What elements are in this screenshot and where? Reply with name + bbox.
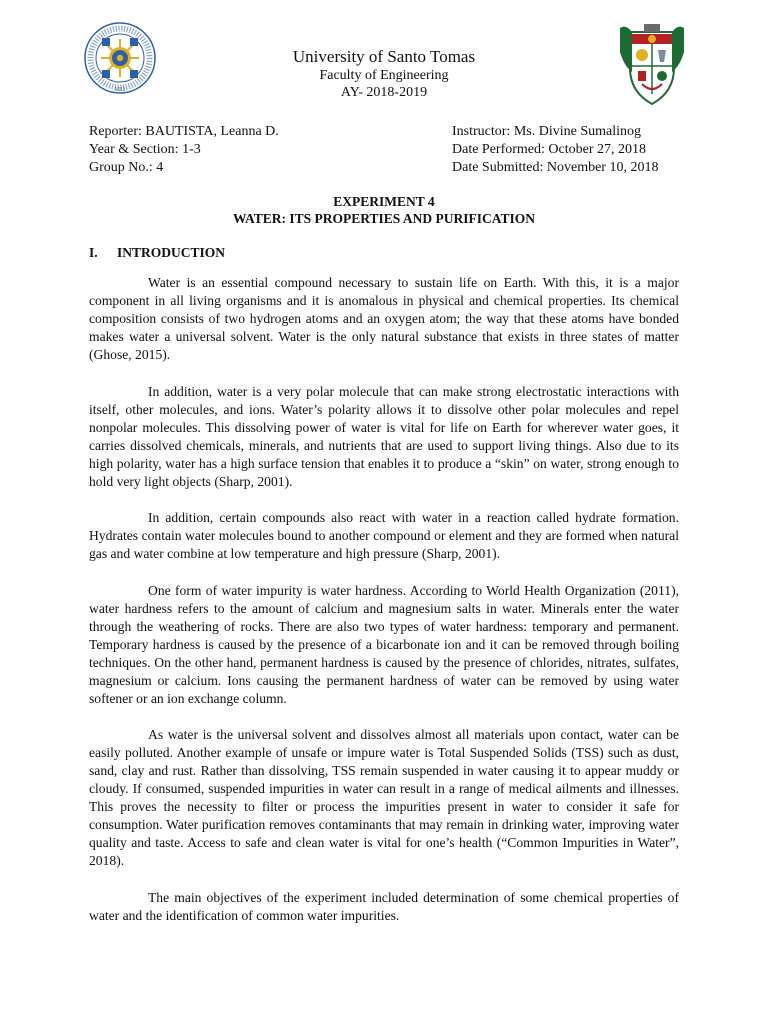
university-name: University of Santo Tomas (292, 47, 476, 66)
date-submitted-line: Date Submitted: November 10, 2018 (452, 160, 659, 175)
experiment-number: EXPERIMENT 4 (333, 194, 435, 209)
introduction-body (89, 274, 679, 943)
year-section-line: Year & Section: 1-3 (89, 142, 201, 157)
instructor-line: Instructor: Ms. Divine Sumalinog (452, 124, 641, 139)
academic-year: AY- 2018-2019 (340, 85, 428, 100)
faculty-name: Faculty of Engineering (319, 68, 449, 83)
experiment-title: WATER: ITS PROPERTIES AND PURIFICATION (232, 211, 536, 226)
report-info-right (452, 123, 658, 177)
paragraph: In addition, water is a very polar molecule that can make strong electrostatic interactions with itself, other molecules, and ions. Water’s polarity allows it to dissolve other polar molecules and repel nonpolar molecules. This dissolving power of water is vital for life on Earth for wherever water goes, it carries dissolved chemicals, minerals, and nutrients that are used to support living things. Also due to its high polarity, water has a high surface tension that enables it to produce a “skin” on water, strong enough to hold very light objects (Sharp, 2001). (89, 383, 679, 489)
section-title: INTRODUCTION (117, 245, 226, 260)
date-performed-line: Date Performed: October 27, 2018 (452, 142, 646, 157)
paragraph: One form of water impurity is water hardness. According to World Health Organization (2011), water hardness refers to the amount of calcium and magnesium salts in water. Minerals enter the water through the weathering of rocks. There are also two types of water hardness: temporary and permanent. Temporary hardness is caused by the presence of a bicarbonate ion and it can be removed through boiling techniques. On the other hand, permanent hardness is caused by the presence of chlorides, nitrates, sulfates, magnesium or calcium. Ions causing the permanent hardness of water can be removed by using water softener or an ion exchange column. (89, 582, 679, 706)
paragraph: The main objectives of the experiment included determination of some chemical properties of water and the identification of common water impurities. (89, 889, 679, 923)
svg-text:1611: 1611 (114, 87, 126, 93)
document-header (0, 47, 768, 101)
reporter-line: Reporter: BAUTISTA, Leanna D. (89, 124, 279, 139)
group-line: Group No.: 4 (89, 160, 164, 175)
report-info-left (89, 123, 279, 177)
experiment-heading (0, 193, 768, 227)
paragraph: As water is the universal solvent and dissolves almost all materials upon contact, water can be easily polluted. Another example of unsafe or impure water is Total Suspended Solids (TSS) such as dust, sand, clay and rust. Rather than dissolving, TSS remain suspended in water causing it to appear muddy or cloudy. If consumed, suspended impurities in water can result in a range of medical ailments and illnesses. This proves the necessity to filter or process the impurities present in water to consider it safe for consumption. Water purification removes contaminants that may remain in drinking water, improving water quality and taste. Access to safe and clean water is vital for one’s health (“Common Impurities in Water”, 2018). (89, 727, 679, 868)
section-number: I. (89, 245, 98, 260)
paragraph: In addition, certain compounds also react with water in a reaction called hydrate formation. Hydrates contain water molecules bound to another compound or element and they are formed when natural gas and water combine at low temperature and high pressure (Sharp, 2001). (89, 510, 679, 561)
section-heading (89, 245, 225, 261)
paragraph: Water is an essential compound necessary to sustain life on Earth. With this, it is a major component in all living organisms and it is anomalous in physical and chemical properties. Its chemical composition consists of two hydrogen atoms and an oxygen atom; the way that these atoms have bonded makes water a universal solvent. Water is the only natural substance that exists in three states of matter (Ghose, 2015). (89, 275, 679, 362)
